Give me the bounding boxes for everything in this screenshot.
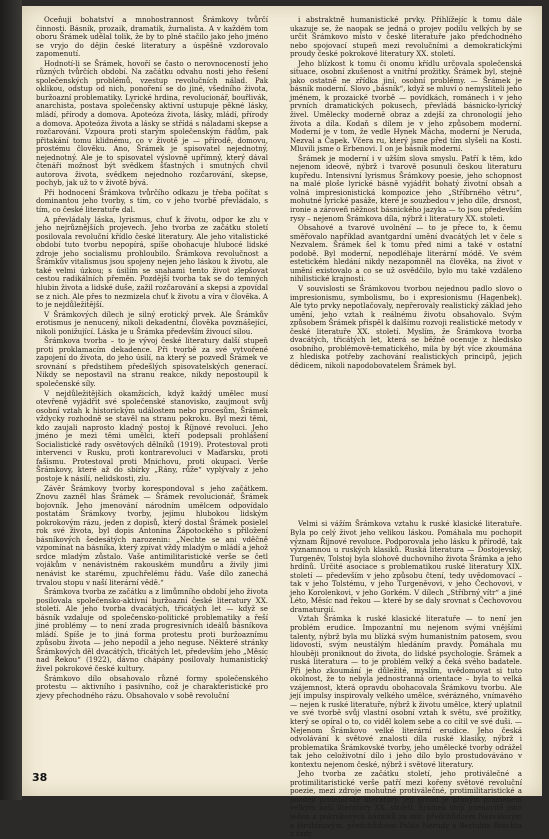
page-edge — [0, 0, 22, 800]
paragraph: Závěr Šrámkovy tvorby korespondoval s jeho začátkem. Znovu zazněl hlas Šrámek — Šrámek revolucionář, Šrámek bojovník. Jeho jmenování národním umělcem odpovídalo postatám Šrámkovy tvorby, jejímu hlubokou lidským pokrokovým rázu, jeden z dopisů, který dostal Šrámek posielel rok své života, byl dopis Antonína Zápotockého s přiložení básníkových šedesátých narozenin: „Nechte se ani vděčně vzpomínat na básníka, který zpívat vždy mladým o mládí a jehož srdce mladým zůstalo. Vaše antimilitaristické verše se četl vojákům v nenávistném rakouském mundůru a živily jimi nenávist ke starému, zpuchřelému řádu. Vaše dílo zanechá trvalou stopu v naší literární vědě.“ — [36, 483, 268, 587]
paragraph: Hodnotí-li se Šrámek, hovoří se často o nerovnoceností jeho různých tvůrčích období. Na začátku odvahu nosti jeho řešení společenských problémů, vzestup revolučních nálad. Pak oklikou, odstup od nich, ponoření se do jiné, všedního života, buržoazní problematiky. Lyrické hrdina, revolucionář, bouřlivák, anarchista, postava společensky aktivní ustupuje pěkné lásky, mládí, přírody a domova. Apoteóza života, lásky, mládí, přírody a domova. Apoteóza života a lásky se střídá s náladami skepse a rozčarování. Vzpoura proti starým společenským řádům, pak přitakání tomu klidnému, co v životě je — přírodě, domovu, prostému člověku. Ano, Šrámek je spisovatel nejednotný, nejednotný. Ale je to spisovatel výslovně upřímný, který dával čtenáři možnost být svědkem šťastných i smutných chvil autorova života, svědkem nejednoho rozčarování, skepse, pochyb, jak už to v životě bývá. — [36, 58, 268, 188]
paragraph: A převládaly láska, lyrismus, chuť k životu, odpor ke zlu v jeho nejrůznějších projevech. Jeho tvorba ze začátku století posilovala revoluční křídlo české literatury. Ale jeho vitalistické období tuto tvorbu nepopírá, spíše obohacuje hlubocé lidské zdroje jeho socialismu prohloubilo. Šrámkova revolučnost a Šrámkův vitalismus jsou spojeny nejen jeho láskou k životu, ale také velmi úzkou; s úsilím se snahami tento život zlepšovat cestou radikálních přeměn. Pozdější tvorba tak se do temných hlubin života a lidské duše, zažil rozčarování a skepsi a zpovídal se z nich. Ale přes to nezmizela chuť k životu a víra v člověka. A to je nejdůležitější. — [36, 214, 268, 310]
paragraph: i abstraktně humanistické prvky. Přihlížejíc k tomu dále ukazuje se, že naopak se jedná o projev podílu velkých by se určit Šrámkovo místo v české literatuře jako předchodného nebo spojovací stupeň mezi revolučními a demokratickými proudy české pokrokové literatury XX. století. — [290, 15, 522, 59]
paragraph: V nejdůležitějších okamžicích, když každý umělec musí otevřeně vyjádřit své společenské stanovisko, zaujmout svůj osobní vztah k historickým událostem nebo procesům, Šrámek vždycky rozhodně se stavěl na stranu pokroku. Byl mezi těmi, kdo zaujali naprosto kladný postoj k Říjnové revoluci. Jeho jméno je mezi těmi umělci, kteří podepsali prohlášení Socialistické rady osvětových dělníků (1919). Protestoval proti intervenci v Rusku, proti kontrarevoluci v Maďarsku, proti fašismu. Protestoval proti Mnichovu, proti okupaci. Verše Šrámkovy, které až do sbírky „Rány, růže“ vyplývaly z jeho postoje k násilí, nelidskosti, zlu. — [36, 388, 268, 483]
section-gap — [290, 370, 522, 520]
paragraph: Šrámkova tvorba – to je vývoj české literatury další stupeň proti proklamacím dekadence. Při tvorbě za své vytvořené zapojení do života, do jeho úsilí, na který se pozvedl Šrámek ve srovnání s předstihem předešlých spisovatelských generací. Nikdy se nepostavil na stranu reakce, nikdy nepostoupil k společenské síly. — [36, 336, 268, 388]
paragraph: Šrámkova tvorba ze začátku a z limůmního období jeho života posilovala společensko-aktivní buržoazní české literatury XX. století. Ale jeho tvorba dvacátých, třicátých let — když se básník vzdaluje od společensko-politické problematiky a řeší jiné problémy — to není zrada progresivních ideálů básníkova mládí. Spíše je to jiná forma protestu proti buržoaznímu způsobu života — jeho nepodíl a jeho neguse. Některé stránky Šrámkových děl dvacátých, třicátých let, především jeho „Měsíc nad Řekou“ (1922), dávno chápány posilovaly humanistický živel pokrokové české kultury. — [36, 587, 268, 674]
paragraph: Obsahové a tvarové uvolnění — to je přece to, k čemu směřovalo například avantgardní umění dvacátých let v čele s Nezvalem. Šrámek šel k tomu před nimi a také v ostatní podobě. Byl moderní, nepodléhaje literární módě. Ve svém estetickém hledání nikdy nezapomněl na člověka, na život v umění existovalo a co se už osvědčilo, bylo mu také vzdáleno nihilistické krajnosti. — [290, 223, 522, 284]
paragraph: V souvislosti se Šrámkovou tvorbou nejednou padlo slovo o impresionismu, symbolismu, bo i expresionismu (Hagenbek). Ale tyto prvky nepotlačovaly, nepřerovaly realistický základ jeho umění, jeho vztah k reálnému životu obsahovalo. Svým způsobem Šrámek přispěl k dalšímu rozvoji realistické metody v české literatuře XX. století. Myslím, že Šrámkova tvorba dvacátých, třicátých let, která se běžně ocenuje z hledisko osobního, problémově-tematického, mila by být více zkoumána z hlediska potřeby zachování realistických principů, jejich dědicem, nikoli napodobovatelem Šrámek byl. — [290, 283, 522, 370]
paragraph: Šrámkovo dílo obsahovalo různé formy společenského protestu — aktivního i pasivního, což je charakteristické pro zjevy přechodného rázu. Obsahovalo v sobě revoluční — [36, 673, 268, 700]
paragraph: Oceňuji bohatství a mnohostrannost Šrámkovy tvůrčí činnosti. Básník, prozaik, dramatik, žurnalista. A v každém tom oboru Šrámek udělal tolik, že by to plně stačilo jako jeho jméno se vryjo do dějin české literatury a úspěšně vzdorovalo zapomenutí. — [36, 15, 268, 59]
paragraph: Vztah Šrámka k ruské klasické literatuře — to není jen problém erudice. Impozantní mu nejenom svými vnějšími talenty, nýbrž byla mu blízká svým humanistním patosem, svou lidovostí, svým neustálým hledáním pravdy. Pomáhala mu hlouběji proniknout do života, do lidské psychologie. Šrámek a ruská literatura — to je problém velký a čeká svého badatele. Při jeho zkoumání je důležité, myslím, uvědomovat si tuto okolnost, že to nebyla jednostranná orientace – byla to velká vzájemnost, která opravdu obohacovala Šrámkovu tvorbu. Ale její impulsy inspirovaly velkého umělce, svérázného, vnímavého — nejen k ruské literatuře, nýbrž k životu umělce, který uplatnil ve své tvorbě svůj vlastní osobní vztah k světu, své prožitky, který se opíral o to, co viděl kolem sebe a co cítil ve své duši. — Nejenom Šrámkovo velké literární erudice. Jeho česká odvolávání k světové znalosti díla ruské klasiky, nýbrž i problematika Šrámkovské tvorby, jeho umělecké tvorby odrážel tak jeho celoživotní dílo i jeho dílo bylo prostudováváno v kontextu nejenom české, nýbrž i světové literatury. — [290, 614, 522, 769]
paragraph: Jeho tvorba ze začátku století, jeho protiválečné a protimilitaristické verše patří mezi kořeny světové revoluční poezie, mezi zdroje mohutné protiválečné, protimilitaristické a později proletářské literatury, její proud je přímým pramenem velkým naší literatury XX. století. Šrámek stojí jmenovitě jako jeden z pokrokových básníků za mír, předchůdcem Nezvalovým a Hrubínovým, předchůdcem Pabla Nerudy a Bertolda Brechta z řady — [290, 769, 522, 839]
paragraph: Velmi si vážím Šrámkova vztahu k ruské klasické literatuře. Byla po celý život jeho velikou láskou. Pomáhala mu pochopit význam Říjnové revoluce. Podporovala jeho lásku k přírodě, tak významnou u ruských klasiků. Ruská literatura — Dostojevský, Turgeněv, Tolstoj byla slohově duchovního života Šrámka a jeho hrdinů. Určité asociace s problematikou ruské literatury XIX. století — především v jeho způsobu čtení, tedy uvědomovací – tak v jeho Tolstému, v jeho Turgeněvovi, v jeho Čechovovi, v jeho Korolenkovi, v jeho Gorkém. V dílech „Stříbrný vítr“ a jiné Léto, Měsíc nad řekou — které by se daly srovnat s Čechovovou dramaturgií. — [290, 519, 522, 614]
paragraph: Jeho blízkost k tomu či onomu křídlu určovala společenská situace, osobní zkušenost a vnitřní prožitky. Šrámek byl, stejně jako ostatně ne zřídka jiní, osobní problémy. — Šrámek je básník moderní. Slovo „básník“, když se mluví o nemysliteli jeho jménem, k prozaické tvorbě — povídkách, románech i v jeho prvních dramatických pokusech, převládá básnicko-lyrický živel. Umělecky moderně obraz a zdejší za chronologií jeho života a díla. Kodaň s dílem je v jeho způsobem moderní. Moderní je v tom, že vedle Hynek Mácha, moderní je Neruda, Nezval a Čapek. Včera ru, který jsme před tím slyšeli na Kosti. Mluvili jsme o Erbenovi. I on je básník moderní. — [290, 58, 522, 154]
magazine-page — [22, 6, 542, 839]
right-column — [290, 16, 522, 839]
paragraph: Při hodnocení Šrámkova tvůrčího odkazu je třeba počítat s dominantou jeho tvorby, s tím, co v jeho tvorbě převládalo, s tím, co české literatuře dal. — [36, 187, 268, 215]
page-number: 38 — [32, 771, 48, 784]
left-column — [36, 16, 268, 700]
paragraph: Šrámek je moderní i v užším slova smyslu. Patří k těm, kdo nejenom ideově, nýbrž i tvarově posunuli českou literaturu kupředu. Intensivní lyrismus Šrámkovy poesie, jeho schopnost na malé ploše lyrické básně vyjádřit bohatý životní obsah a volná impresionistická kompozice jeho „Stříbrného větru“, mohutné lyrické pasáže, které je souzbedou v jeho díle, drsnost, ironie a zároveň něžnost básnického jazyka — to jsou především rysy – nejenom Šrámkova díla, nýbrž i literatury XX. století. — [290, 153, 522, 223]
paragraph: V Šrámkových dílech je silný erotický prvek. Ale Šrámkův erotismus je nenucený, nikoli dekadentní, člověka povznášející, nikoli ponižující. Láska je u Šrámka především živoucí silou. — [36, 309, 268, 336]
